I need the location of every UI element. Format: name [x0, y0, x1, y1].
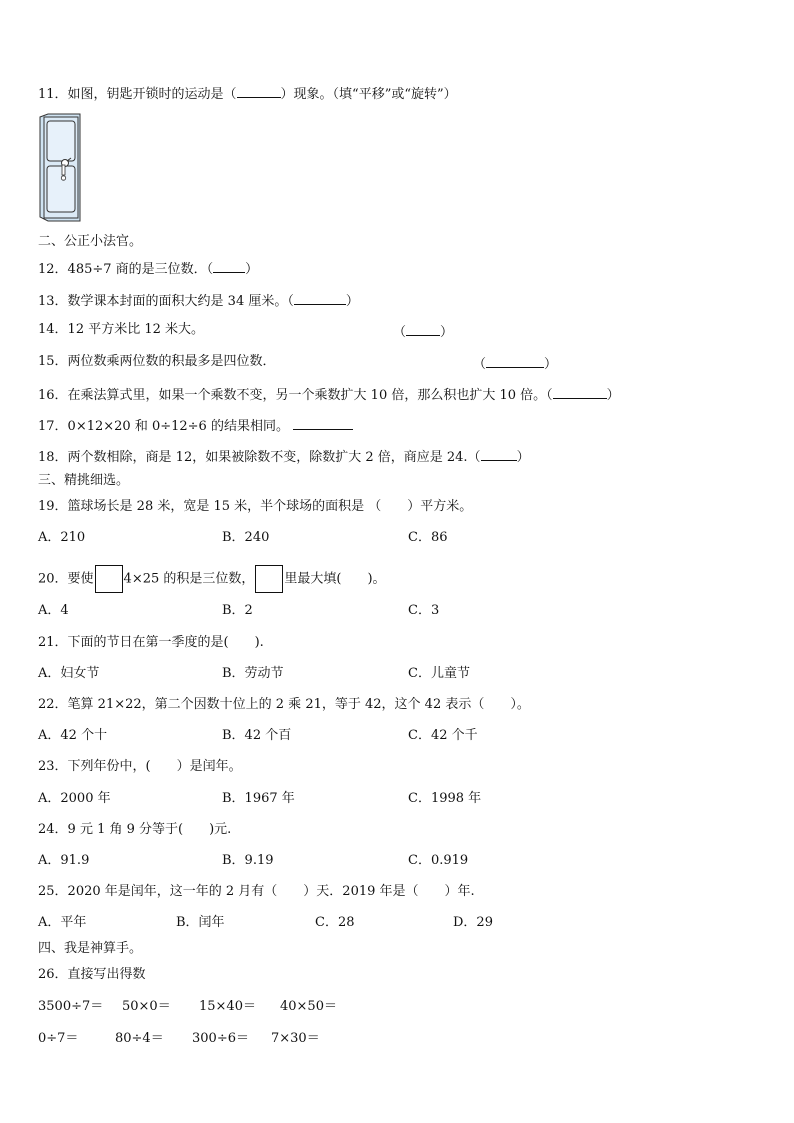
calc-item: 0÷7＝	[38, 1031, 79, 1046]
question-14-answer: （ ）	[393, 321, 453, 342]
option-b[interactable]: B．闰年	[176, 915, 225, 930]
option-a[interactable]: A．91.9	[38, 853, 90, 868]
option-b[interactable]: B．1967 年	[222, 791, 295, 806]
calc-item: 50×0＝	[122, 999, 171, 1014]
section-4-heading: 四、我是神算手。	[38, 941, 143, 956]
section-2-heading: 二、公正小法官。	[38, 234, 143, 249]
option-b[interactable]: B．42 个百	[222, 728, 292, 743]
answer-blank[interactable]	[213, 258, 245, 273]
section-3-heading: 三、精挑细选。	[38, 473, 130, 488]
option-c[interactable]: C．28	[315, 915, 355, 930]
question-15: 15．两位数乘两位数的积最多是四位数．	[38, 354, 276, 369]
option-b[interactable]: B．240	[222, 530, 270, 545]
calc-item: 40×50＝	[280, 999, 337, 1014]
answer-blank[interactable]	[486, 353, 544, 368]
question-20: 20．要使 4×25 的积是三位数， 里最大填( )。	[38, 565, 386, 593]
question-16: 16．在乘法算式里，如果一个乘数不变，另一个乘数扩大 10 倍，那么积也扩大 10 倍。（ ）	[38, 384, 620, 405]
question-25: 25．2020 年是闰年，这一年的 2 月有（ ）天．2019 年是（ ）年.	[38, 884, 475, 899]
option-c[interactable]: C．儿童节	[408, 666, 470, 681]
question-15-answer: （ ）	[473, 353, 557, 374]
option-b[interactable]: B．劳动节	[222, 666, 284, 681]
calc-item: 3500÷7＝	[38, 999, 104, 1014]
option-a[interactable]: A．平年	[38, 915, 87, 930]
question-18: 18．两个数相除，商是 12，如果被除数不变，除数扩大 2 倍，商应是 24.（ ）	[38, 446, 530, 467]
question-21: 21．下面的节日在第一季度的是( ).	[38, 635, 264, 650]
option-a[interactable]: A．42 个十	[38, 728, 108, 743]
question-14: 14．12 平方米比 12 米大。	[38, 322, 205, 337]
door-with-key-icon	[38, 113, 82, 223]
question-11: 11．如图，钥匙开锁时的运动是（ ）现象。（填“平移”或“旋转”）	[38, 83, 457, 104]
option-c[interactable]: C．86	[408, 530, 448, 545]
option-c[interactable]: C．3	[408, 603, 440, 618]
calc-item: 80÷4＝	[115, 1031, 164, 1046]
question-23: 23．下列年份中，( ）是闰年。	[38, 759, 242, 774]
option-a[interactable]: A．210	[38, 530, 86, 545]
digit-box[interactable]	[95, 565, 123, 593]
question-17: 17．0×12×20 和 0÷12÷6 的结果相同。	[38, 415, 353, 436]
digit-box[interactable]	[255, 565, 283, 593]
answer-blank[interactable]	[481, 446, 517, 461]
calc-item: 15×40＝	[199, 999, 256, 1014]
option-a[interactable]: A．2000 年	[38, 791, 111, 806]
question-19: 19．篮球场长是 28 米，宽是 15 米，半个球场的面积是 （ ）平方米。	[38, 499, 473, 514]
question-26: 26．直接写出得数	[38, 967, 146, 982]
option-a[interactable]: A．妇女节	[38, 666, 100, 681]
option-c[interactable]: C．0.919	[408, 853, 469, 868]
answer-blank[interactable]	[294, 290, 346, 305]
answer-blank[interactable]	[293, 415, 353, 430]
answer-blank[interactable]	[237, 83, 281, 98]
option-c[interactable]: C．42 个千	[408, 728, 478, 743]
calc-item: 7×30＝	[271, 1031, 320, 1046]
answer-blank[interactable]	[406, 321, 440, 336]
option-d[interactable]: D．29	[453, 915, 493, 930]
calc-item: 300÷6＝	[192, 1031, 249, 1046]
option-c[interactable]: C．1998 年	[408, 791, 482, 806]
question-13: 13．数学课本封面的面积大约是 34 厘米。（ ）	[38, 290, 359, 311]
question-24: 24．9 元 1 角 9 分等于( )元.	[38, 822, 232, 837]
answer-blank[interactable]	[553, 384, 607, 399]
question-12: 12．485÷7 商的是三位数．（ ）	[38, 258, 258, 279]
option-b[interactable]: B．2	[222, 603, 253, 618]
question-22: 22．笔算 21×22，第二个因数十位上的 2 乘 21，等于 42，这个 42 表示（ ）。	[38, 697, 530, 712]
option-b[interactable]: B．9.19	[222, 853, 274, 868]
option-a[interactable]: A．4	[38, 603, 69, 618]
